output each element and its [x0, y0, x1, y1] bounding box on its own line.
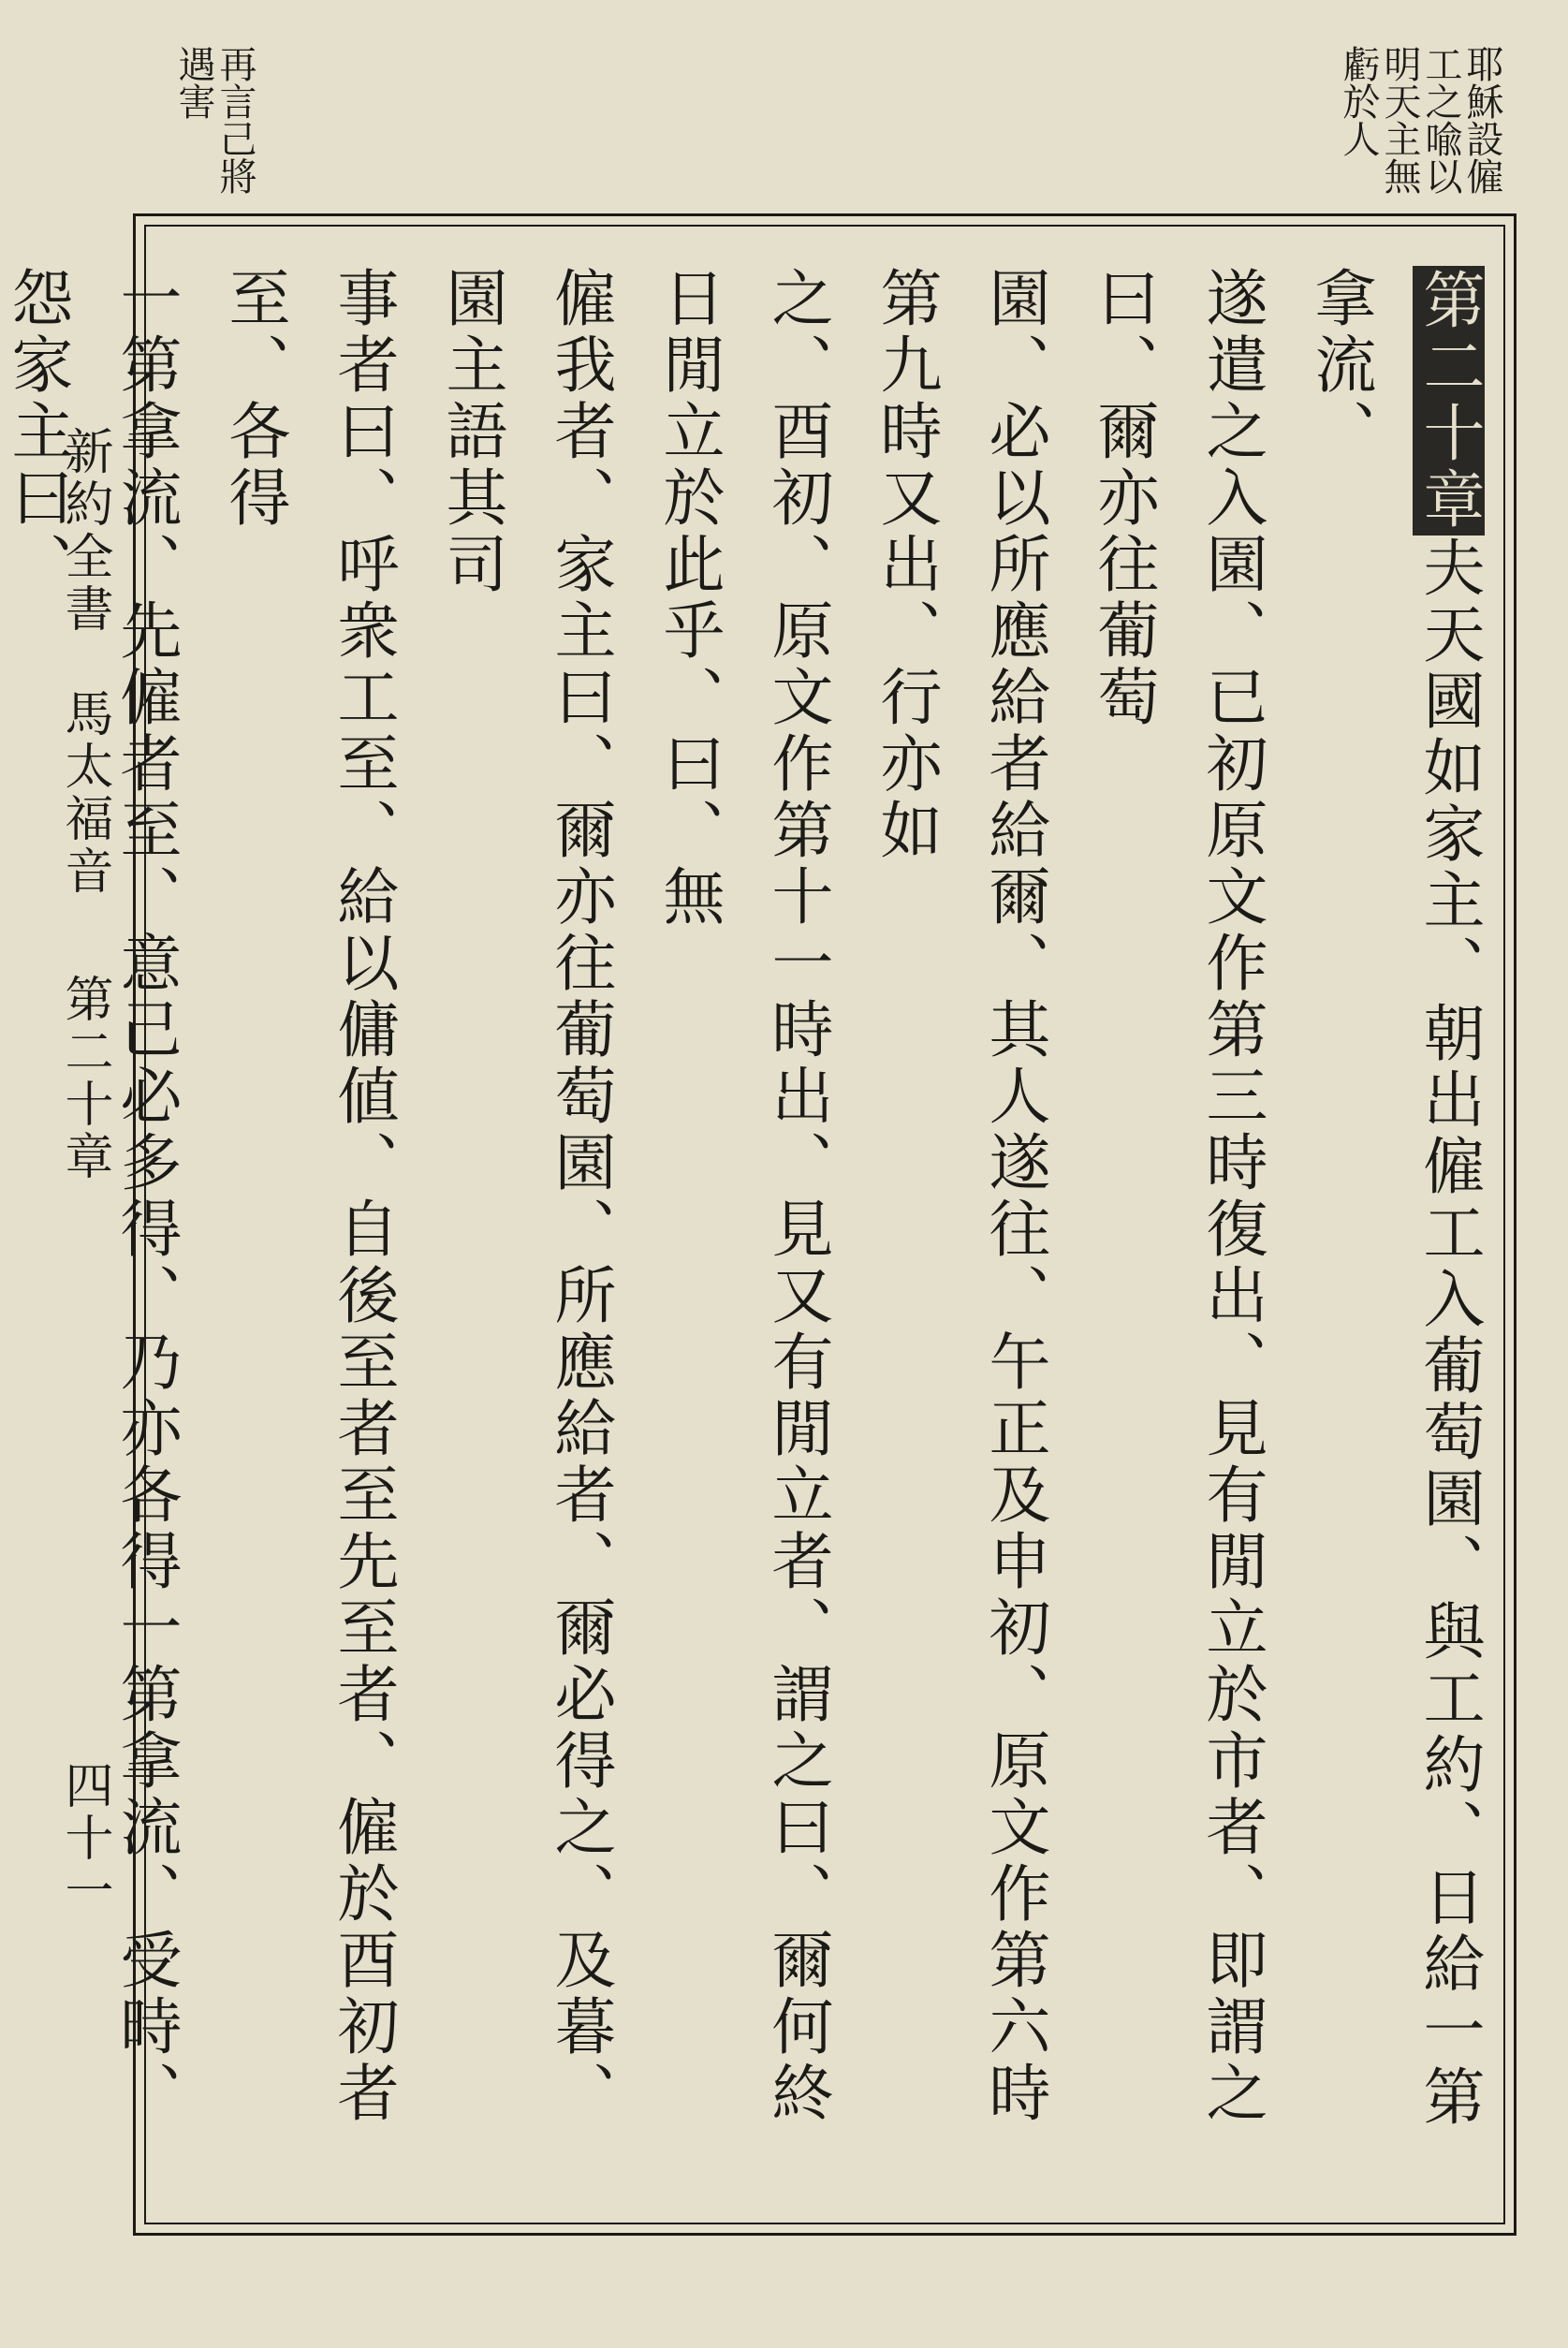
body-column: 事者曰、呼衆工至、給以傭値、自後至者至先至者、僱於酉初者至、各得: [218, 266, 399, 2127]
body-column: 夫天國如家主、朝出僱工入葡萄園、與工約、日給一第拿流、: [1304, 266, 1485, 2131]
body-column: 園、必以所應給者給爾、其人遂往、午正及申初、原文作第六時第九時又出、行亦如: [870, 266, 1050, 2127]
body-column: 之、酉初、原文作第十一時出、見又有閒立者、謂之曰、爾何終日閒立於此乎、曰、無: [652, 266, 833, 2127]
body-column: 僱我者、家主曰、爾亦往葡萄園、所應給者、爾必得之、及暮、園主語其司: [435, 266, 616, 2127]
sidenote-prediction: 再言己將遇害: [172, 45, 256, 195]
book-title: 新約全書 馬太福音: [56, 426, 112, 898]
page-number: 四十一: [56, 1760, 112, 1917]
body-column: 遂遣之入園、已初原文作第三時復出、見有閒立於市者、即謂之曰、爾亦往葡萄: [1087, 266, 1268, 2127]
body-column: 一第拿流、先僱者至、意己必多得、乃亦各得一第拿流、受時、怨家主曰、: [1, 266, 182, 2127]
chapter-heading: 第二十章: [1413, 268, 1485, 534]
sidenote-summary: 耶穌設僱工之喩以明天主無虧於人: [1337, 45, 1503, 195]
running-chapter: 第二十章: [56, 974, 112, 1183]
